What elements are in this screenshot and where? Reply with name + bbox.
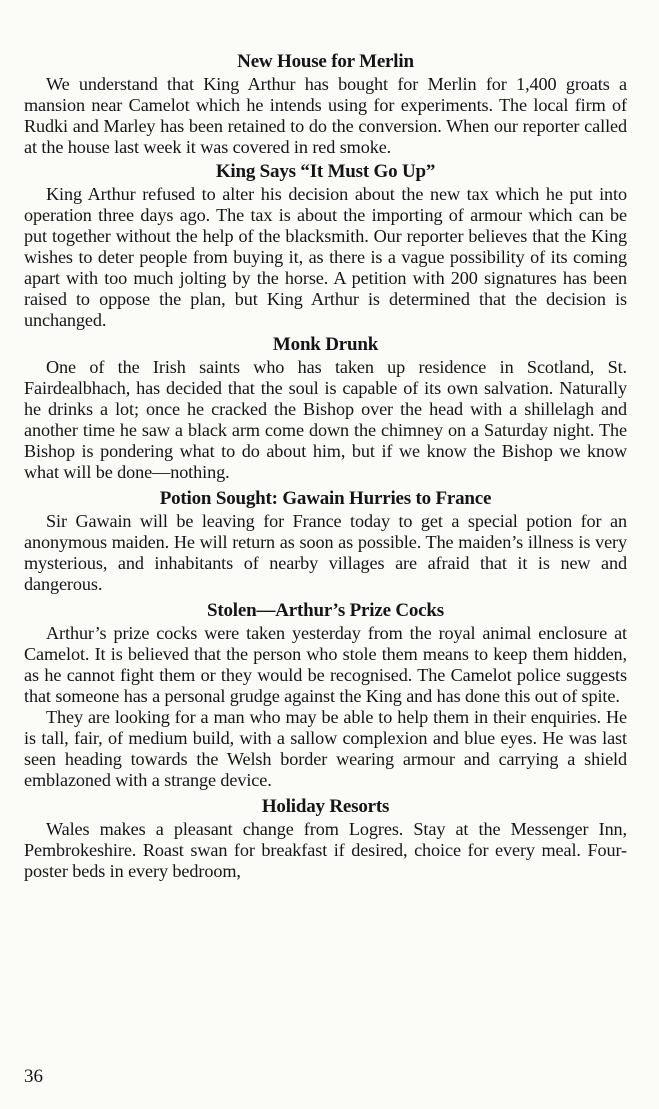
article-stolen-arthurs-prize-cocks (24, 599, 627, 791)
article-paragraph: They are looking for a man who may be able to help them in their enquiries. He is tall, fair, of medium build, with a sallow complexion and blue eyes. He was last seen heading towards the Welsh border wearing armour and carrying a shield emblazoned with a strange device. (24, 707, 627, 790)
article-heading: King Says “It Must Go Up” (215, 161, 436, 182)
article-paragraph: Wales makes a pleasant change from Logres. Stay at the Messenger Inn, Pembrokeshire. Roast swan for breakfast if desired, choice for every meal. Four-poster beds in every bedroom, (24, 819, 627, 881)
article-heading: Potion Sought: Gawain Hurries to France (159, 488, 492, 509)
article-heading: New House for Merlin (237, 51, 414, 72)
page-content (24, 50, 627, 884)
article-paragraph: Sir Gawain will be leaving for France today to get a special potion for an anonymous maiden. He will return as soon as possible. The maiden’s illness is very mysterious, and inhabitants of nearby villages are afraid that it is new and dangerous. (24, 511, 627, 594)
page-number: 36 (24, 1066, 43, 1087)
article-paragraph: Arthur’s prize cocks were taken yesterday from the royal animal enclosure at Camelot. It is believed that the person who stole them means to keep them hidden, as he cannot fight them or they would be recognised. The Camelot police suggests that someone has a personal grudge against the King and has done this out of spite. (24, 623, 627, 706)
article-paragraph: King Arthur refused to alter his decision about the new tax which he put into operation three days ago. The tax is about the importing of armour which can be put together without the help of the blacksmith. Our reporter believes that the King wishes to deter people from buying it, as there is a vague possibility of its coming apart with too much jolting by the horse. A petition with 200 signatures has been raised to oppose the plan, but King Arthur is determined that the decision is unchanged. (24, 184, 627, 330)
article-holiday-resorts (24, 795, 627, 882)
article-heading: Stolen—Arthur’s Prize Cocks (207, 600, 444, 621)
article-paragraph: We understand that King Arthur has bought for Merlin for 1,400 groats a mansion near Camelot which he intends using for experiments. The local firm of Rudki and Marley has been retained to do the conversion. When our reporter called at the house last week it was covered in red smoke. (24, 74, 627, 157)
article-heading: Monk Drunk (272, 334, 379, 355)
article-monk-drunk (24, 333, 627, 483)
article-paragraph: One of the Irish saints who has taken up residence in Scotland, St. Fairdealbhach, has decided that the soul is capable of its own salvation. Naturally he drinks a lot; once he cracked the Bishop over the head with a shillelagh and another time he saw a black arm come down the chimney on a Saturday night. The Bishop is pondering what to do about him, but if we know the Bishop we know what will be done—nothing. (24, 357, 627, 482)
article-potion-sought (24, 487, 627, 595)
article-king-says-it-must-go-up (24, 160, 627, 331)
article-heading: Holiday Resorts (261, 796, 390, 817)
article-new-house-for-merlin (24, 50, 627, 158)
